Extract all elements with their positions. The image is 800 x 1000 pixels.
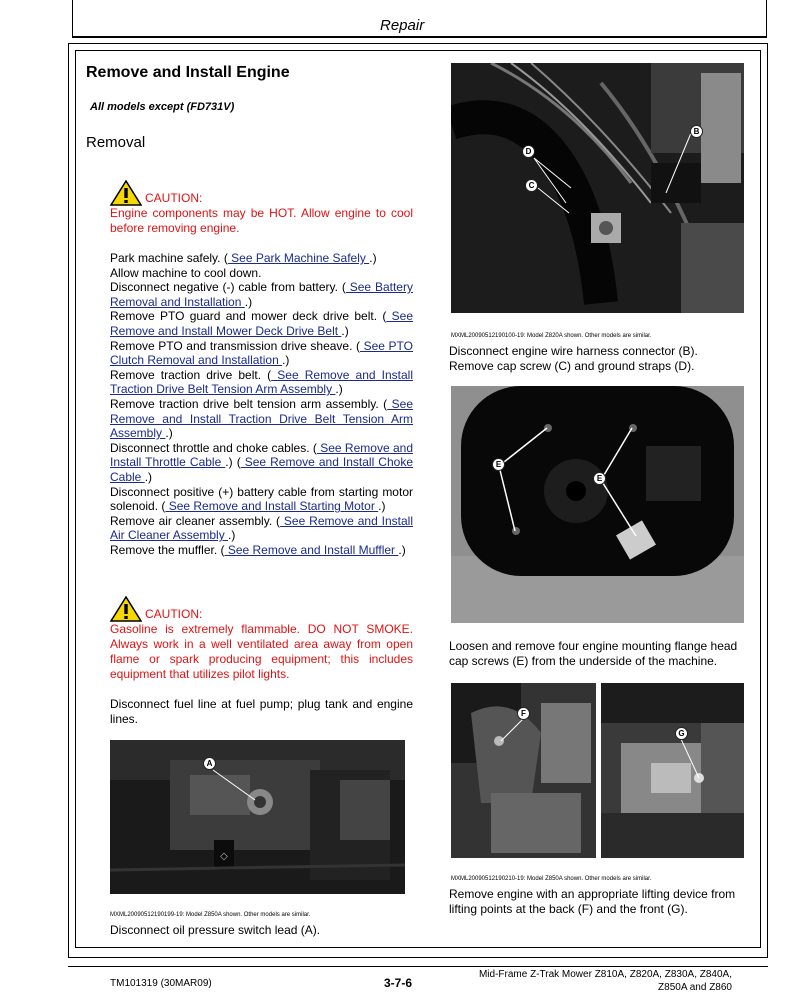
step-pto-sheave: Remove PTO and transmission drive sheave. ( See PTO Clutch Removal and Installation .) xyxy=(110,338,413,368)
figure-ref-oil: MXML20090512190199-19: Model Z850A shown. Other models are similar. xyxy=(110,912,311,918)
step-muffler: Remove the muffler. ( See Remove and Install Muffler .) xyxy=(110,542,406,557)
callout-f: F xyxy=(517,707,530,720)
document-id: TM101319 (30MAR09) xyxy=(110,978,212,989)
page-title: Remove and Install Engine xyxy=(86,64,290,81)
caution-text: Gasoline is extremely flammable. DO NOT SMOKE. Always work in a well ventilated area away from open flame or spark producing equipment; this includes equipment that utilizes pilot lights. xyxy=(110,622,413,681)
step-cool-down: Allow machine to cool down. xyxy=(110,265,262,280)
step-air-cleaner: Remove air cleaner assembly. ( See Remove and Install Air Cleaner Assembly .) xyxy=(110,513,413,543)
fuel-line-step: Disconnect fuel line at fuel pump; plug tank and engine lines. xyxy=(110,697,413,726)
engine-underside-image xyxy=(451,386,744,623)
callout-a: A xyxy=(203,757,216,770)
step-battery-cable: Disconnect negative (-) cable from battery. ( See Battery Removal and Installation .) xyxy=(110,280,413,309)
engine-block-image xyxy=(110,740,405,894)
wire-harness-image xyxy=(451,63,744,313)
caution-gasoline xyxy=(110,596,413,682)
link-starting-motor[interactable]: See Remove and Install Starting Motor xyxy=(165,499,379,514)
link-muffler[interactable]: See Remove and Install Muffler xyxy=(224,542,399,557)
caution-label: CAUTION: xyxy=(145,607,203,621)
callout-g: G xyxy=(675,727,688,740)
callout-d: D xyxy=(522,145,535,158)
lift-rear-photo xyxy=(451,683,596,858)
callout-e-left: E xyxy=(492,458,505,471)
step-park: Park machine safely. ( See Park Machine Safely .) xyxy=(110,251,377,265)
model-list xyxy=(470,968,732,994)
step-throttle-choke: Disconnect throttle and choke cables. ( See Remove and Install Throttle Cable .) ( See Remove and Install Choke Cable .) xyxy=(110,440,413,484)
svg-text:◇: ◇ xyxy=(220,851,228,862)
link-throttle-cable[interactable]: See Remove and Install Throttle Cable xyxy=(110,440,413,470)
warning-triangle-icon xyxy=(110,180,142,206)
applies-to-note: All models except (FD731V) xyxy=(90,101,235,113)
caution-hot-engine xyxy=(110,180,413,236)
model-list-line-2: Z850A and Z860 xyxy=(658,982,732,993)
step-positive-cable: Disconnect positive (+) battery cable from starting motor solenoid. ( See Remove and Install Starting Motor .) xyxy=(110,484,413,514)
section-header: Repair xyxy=(380,17,425,34)
caption-flange: Loosen and remove four engine mounting flange head cap screws (E) from the underside of the machine. xyxy=(449,639,738,668)
callout-e-right: E xyxy=(593,472,606,485)
caption-lift: Remove engine with an appropriate lifting device from lifting points at the back (F) and the front (G). xyxy=(449,887,736,916)
removal-steps xyxy=(110,251,413,557)
page-edge-left xyxy=(72,0,73,36)
figure-ref-lift: MXML20090512190210-19: Model Z850A shown. Other models are similar. xyxy=(451,876,652,882)
lift-point-front-image xyxy=(601,683,744,858)
caution-label: CAUTION: xyxy=(145,191,203,205)
link-choke-cable[interactable]: See Remove and Install Choke Cable xyxy=(110,455,413,484)
lift-front-photo xyxy=(601,683,744,858)
link-park-machine-safely[interactable]: See Park Machine Safely xyxy=(227,251,370,265)
harness-photo xyxy=(451,63,744,313)
callout-b: B xyxy=(690,125,703,138)
link-traction-belt-arm-2[interactable]: See Remove and Install Traction Drive Belt Tension Arm Assembly xyxy=(110,396,413,441)
link-mower-deck-belt[interactable]: See Remove and Install Mower Deck Drive Belt xyxy=(110,309,414,338)
link-battery-removal[interactable]: See Battery Removal and Installation xyxy=(110,280,413,309)
warning-triangle-icon xyxy=(110,596,142,622)
step-tension-arm: Remove traction drive belt tension arm assembly. ( See Remove and Install Traction Drive Belt Tension Arm Assembly .) xyxy=(110,396,413,441)
link-traction-belt-arm[interactable]: See Remove and Install Traction Drive Belt Tension Arm Assembly xyxy=(110,367,413,397)
model-list-line-1: Mid-Frame Z-Trak Mower Z810A, Z820A, Z830A, Z840A, xyxy=(478,969,732,980)
oil-pressure-photo xyxy=(110,740,405,894)
step-traction-belt: Remove traction drive belt. ( See Remove and Install Traction Drive Belt Tension Arm Assembly .) xyxy=(110,367,413,397)
link-air-cleaner[interactable]: See Remove and Install Air Cleaner Assembly xyxy=(110,513,413,543)
caution-text: Engine components may be HOT. Allow engine to cool before removing engine. xyxy=(110,206,413,235)
header-divider xyxy=(72,36,767,38)
step-pto-guard: Remove PTO guard and mower deck drive belt. ( See Remove and Install Mower Deck Drive Belt .) xyxy=(110,309,414,338)
removal-heading: Removal xyxy=(86,134,146,151)
flange-photo xyxy=(451,386,744,623)
caption-harness: Disconnect engine wire harness connector (B). Remove cap screw (C) and ground straps (D). xyxy=(449,344,698,373)
page-edge-right xyxy=(766,0,767,36)
link-pto-clutch[interactable]: See PTO Clutch Removal and Installation xyxy=(110,338,413,368)
caption-oil: Disconnect oil pressure switch lead (A). xyxy=(110,923,321,937)
callout-c: C xyxy=(525,179,538,192)
figure-ref-harness: MXML20090512190100-19: Model Z820A shown. Other models are similar. xyxy=(451,333,652,339)
page-number: 3-7-6 xyxy=(384,976,413,990)
footer-divider xyxy=(68,966,768,967)
